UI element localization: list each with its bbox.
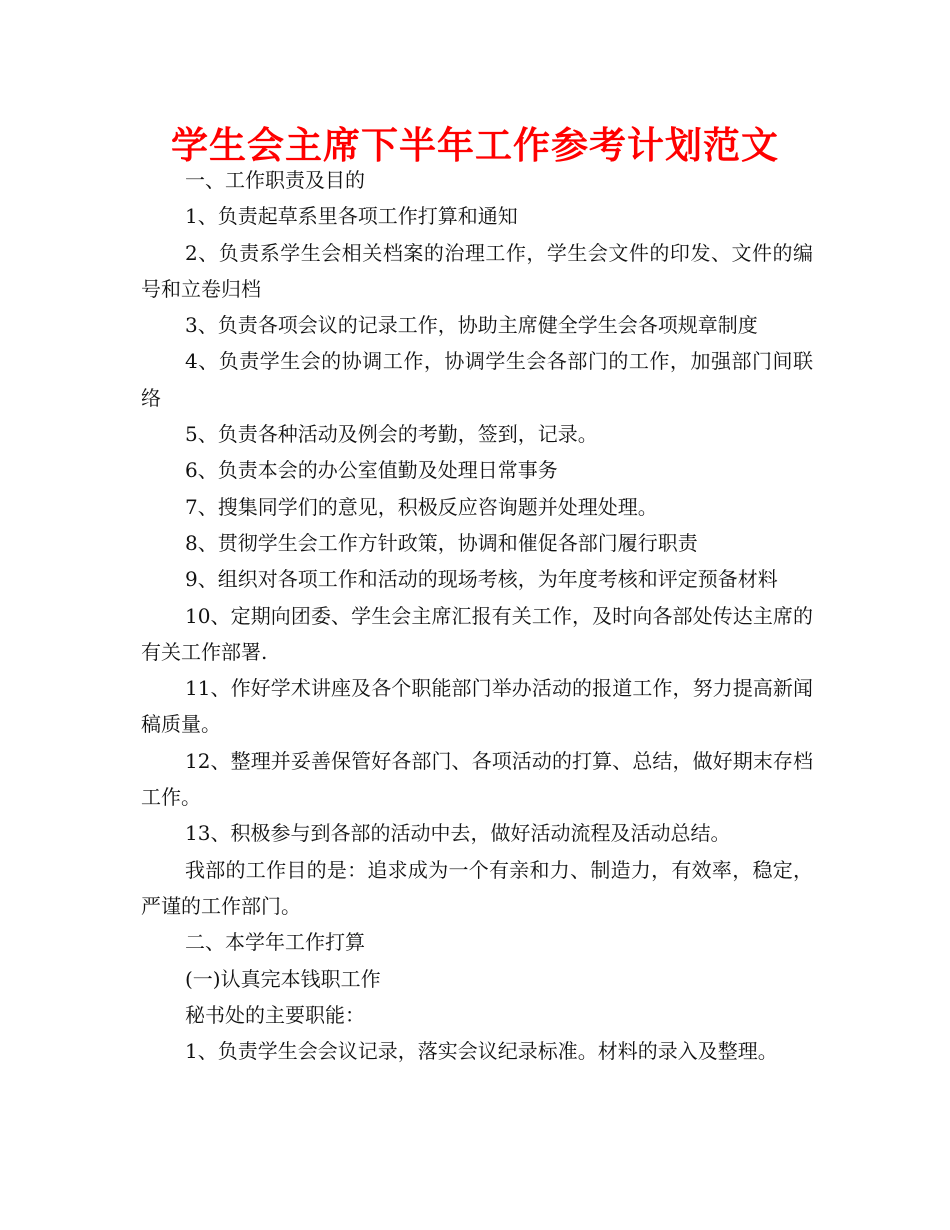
paragraph: 4、负责学生会的协调工作，协调学生会各部门的工作，加强部门间联络 <box>141 349 813 410</box>
paragraph: 5、负责各种活动及例会的考勤，签到，记录。 <box>185 422 598 447</box>
paragraph: 3、负责各项会议的记录工作，协助主席健全学生会各项规章制度 <box>185 313 758 338</box>
paragraph: 11、作好学术讲座及各个职能部门举办活动的报道工作，努力提高新闻稿质量。 <box>141 676 813 737</box>
document-body <box>141 162 813 1069</box>
paragraph: 1、负责学生会会议记录，落实会议纪录标准。材料的录入及整理。 <box>185 1039 778 1064</box>
paragraph: 12、整理并妥善保管好各部门、各项活动的打算、总结，做好期末存档工作。 <box>141 748 813 810</box>
paragraph: 秘书处的主要职能： <box>185 1002 365 1027</box>
paragraph: 9、组织对各项工作和活动的现场考核，为年度考核和评定预备材料 <box>185 567 778 592</box>
paragraph: 我部的工作目的是：追求成为一个有亲和力、制造力，有效率，稳定，严谨的工作部门。 <box>141 857 813 918</box>
paragraph: 13、积极参与到各部的活动中去，做好活动流程及活动总结。 <box>185 821 731 846</box>
document-title: 学生会主席下半年工作参考计划范文 <box>171 124 779 167</box>
paragraph: 10、定期向团委、学生会主席汇报有关工作，及时向各部处传达主席的有关工作部署. <box>141 603 813 664</box>
subsection-heading: (一)认真完本钱职工作 <box>185 966 381 991</box>
section-heading: 二、本学年工作打算 <box>185 930 365 955</box>
paragraph: 1、负责起草系里各项工作打算和通知 <box>185 204 518 229</box>
paragraph: 8、贯彻学生会工作方针政策，协调和催促各部门履行职责 <box>185 530 698 555</box>
section-heading: 一、工作职责及目的 <box>185 168 365 192</box>
paragraph: 2、负责系学生会相关档案的治理工作，学生会文件的印发、文件的编号和立卷归档 <box>141 240 813 301</box>
paragraph: 7、搜集同学们的意见，积极反应咨询题并处理处理。 <box>185 494 658 519</box>
paragraph: 6、负责本会的办公室值勤及处理日常事务 <box>185 458 558 483</box>
